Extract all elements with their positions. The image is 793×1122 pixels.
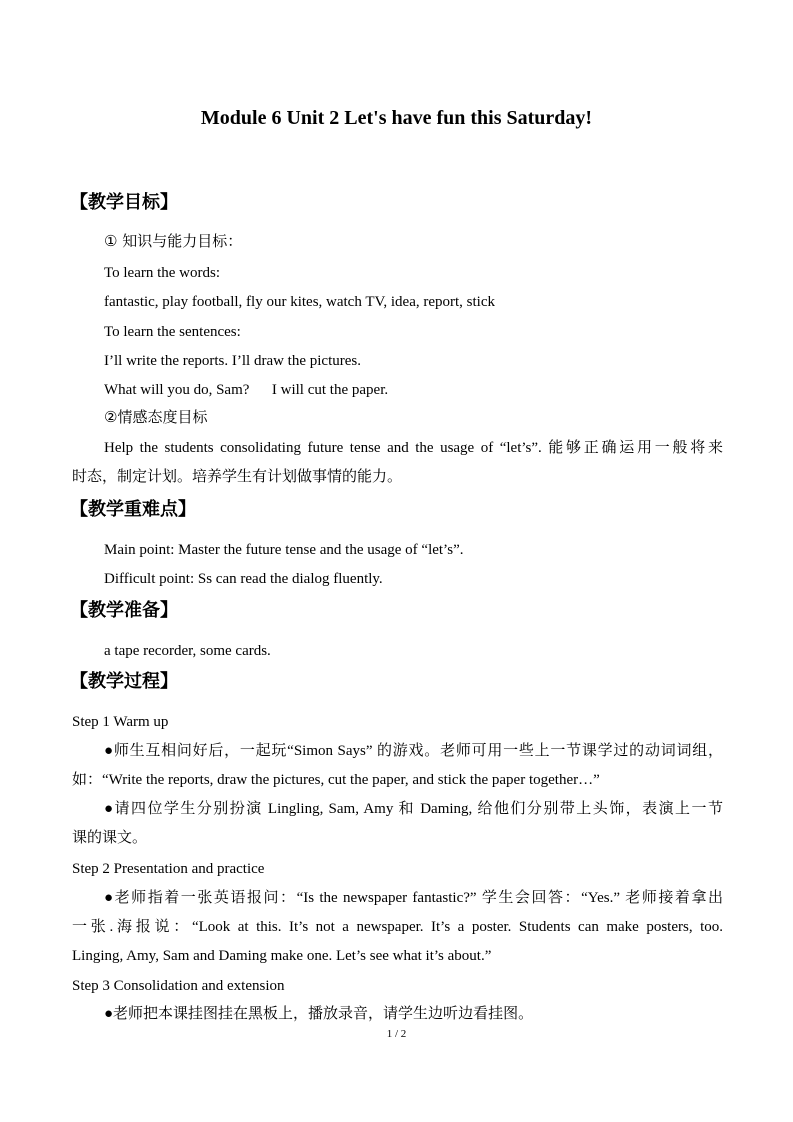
step-2-bullet-line: 一张.海报说：“Look at this. It’s not a newspaper. It’s a poster. Students can make posters, too. xyxy=(72,919,723,935)
step-2-label: Step 2 Presentation and practice xyxy=(72,861,265,877)
step-1-bullet-line: 课的课文。 xyxy=(72,830,148,846)
step-1-bullet-line: ●师生互相问好后，一起玩“Simon Says” 的游戏。老师可用一些上一节课学过的动词词组， xyxy=(104,743,723,759)
objectives-sub-attitude: ②情感态度目标 xyxy=(104,408,208,426)
key-points-heading: 【教学重难点】 xyxy=(70,499,196,519)
step-1-label: Step 1 Warm up xyxy=(72,714,169,730)
objectives-line: I’ll write the reports. I’ll draw the pictures. xyxy=(104,353,361,369)
preparation-heading: 【教学准备】 xyxy=(70,600,178,620)
step-1-bullet-line: ●请四位学生分别扮演 Lingling, Sam, Amy 和 Daming, 给他们分别带上头饰，表演上一节 xyxy=(104,801,723,817)
document-title: Module 6 Unit 2 Let's have fun this Saturday! xyxy=(200,107,593,129)
objectives-line: To learn the words: xyxy=(104,265,221,281)
objectives-sub-knowledge: ① 知识与能力目标： xyxy=(104,232,243,250)
difficult-point: Difficult point: Ss can read the dialog fluently. xyxy=(104,571,383,587)
objectives-line: What will you do, Sam? I will cut the paper. xyxy=(104,382,389,398)
process-heading: 【教学过程】 xyxy=(70,671,178,691)
step-3-label: Step 3 Consolidation and extension xyxy=(72,978,285,994)
step-1-bullet-line: 如：“Write the reports, draw the pictures, cut the paper, and stick the paper together…” xyxy=(72,772,600,788)
objectives-line: fantastic, play football, fly our kites, watch TV, idea, report, stick xyxy=(104,294,496,310)
objectives-line: To learn the sentences: xyxy=(104,324,241,340)
objectives-paragraph-line: Help the students consolidating future tense and the usage of “let’s”. 能够正确运用一般将来 xyxy=(104,440,723,456)
objectives-paragraph-line: 时态，制定计划。培养学生有计划做事情的能力。 xyxy=(72,469,403,485)
objectives-heading: 【教学目标】 xyxy=(70,192,178,212)
step-2-bullet-line: ●老师指着一张英语报问：“Is the newspaper fantastic?” 学生会回答：“Yes.” 老师接着拿出 xyxy=(104,890,723,906)
page-number: 1 / 2 xyxy=(386,1028,407,1040)
step-3-bullet-line: ●老师把本课挂图挂在黑板上，播放录音，请学生边听边看挂图。 xyxy=(104,1006,534,1022)
main-point: Main point: Master the future tense and the usage of “let’s”. xyxy=(104,542,464,558)
step-2-bullet-line: Linging, Amy, Sam and Daming make one. Let’s see what it’s about.” xyxy=(72,948,492,964)
preparation-text: a tape recorder, some cards. xyxy=(104,643,271,659)
